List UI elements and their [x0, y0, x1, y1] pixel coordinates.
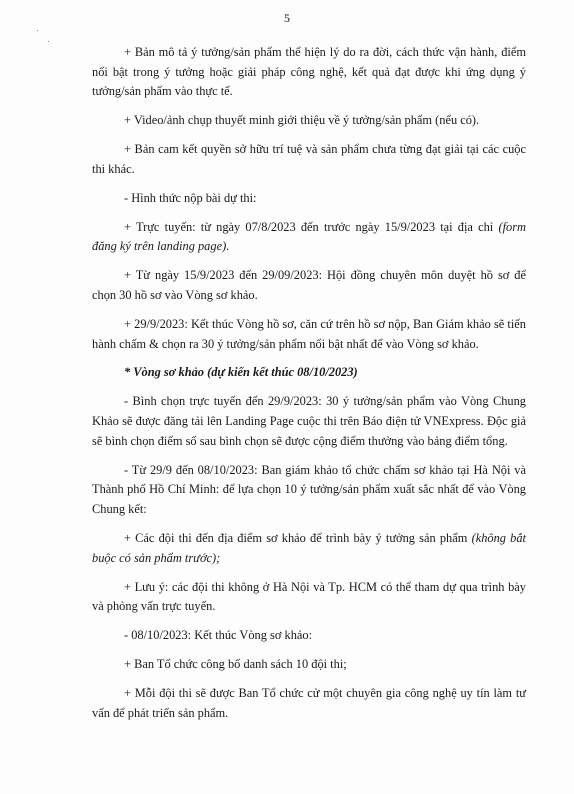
bullet-ip-commitment: + Bản cam kết quyền sở hữu trí tuệ và sản phẩm chưa từng đạt giải tại các cuộc thi khác. [92, 142, 526, 176]
submission-method-heading: - Hình thức nộp bài dự thi: [124, 190, 257, 205]
bullet-review-period: + Từ ngày 15/9/2023 đến 29/09/2023: Hội đồng chuyên môn duyệt hồ sơ để chọn 30 hồ sơ vào Vòng sơ khảo. [92, 268, 526, 302]
teams-present-text: + Các đội thi đến địa điểm sơ khảo để trình bày ý tưởng sản phẩm [124, 530, 472, 545]
bullet-announce-list: + Ban Tổ chức công bố danh sách 10 đội thi; [124, 657, 347, 672]
teams-present-note: (không bắt buộc có sản phẩm trước); [92, 530, 526, 565]
bullet-video: + Video/ảnh chụp thuyết minh giới thiệu về ý tưởng/sản phẩm (nếu có). [124, 113, 480, 128]
bullet-teams-present [92, 529, 526, 568]
online-submission-note: (form đăng ký trên landing page). [92, 219, 526, 254]
scan-speck [48, 41, 49, 42]
online-voting-paragraph: - Bình chọn trực tuyến đến 29/9/2023: 30 ý tưởng/sản phẩm vào Vòng Chung Khảo sẽ được đăng tải lên Landing Page cuộc thi trên Báo điện tử VNExpress. Độc giả sẽ bình chọn điểm số sau bình chọn sẽ được cộng điểm thưởng vào bảng điểm tổng. [92, 394, 526, 448]
preliminary-round-heading: * Vòng sơ khảo (dự kiến kết thúc 08/10/2023) [124, 365, 358, 380]
bullet-mentor: + Mỗi đội thi sẽ được Ban Tổ chức cử một chuyên gia công nghệ uy tín làm tư vấn để phát triển sản phẩm. [92, 685, 526, 720]
judging-paragraph: - Từ 29/9 đến 08/10/2023: Ban giám khảo tổ chức chấm sơ khảo tại Hà Nội và Thành phố Hồ Chí Minh: để lựa chọn 10 ý tưởng/sản phẩm xuất sắc nhất để vào Vòng Chung kết: [92, 462, 526, 517]
scan-speck [37, 30, 38, 31]
bullet-description: + Bản mô tả ý tưởng/sản phẩm thể hiện lý do ra đời, cách thức vận hành, điểm nổi bật trong ý tưởng hoặc giải pháp công nghệ, kết quả đạt được khi ứng dụng ý tưởng/sản phẩm vào thực tế. [92, 45, 526, 99]
bullet-end-of-round: + 29/9/2023: Kết thúc Vòng hồ sơ, căn cứ trên hồ sơ nộp, Ban Giám khảo sẽ tiến hành chấm & chọn ra 30 ý tưởng/sản phẩm nổi bật nhất để vào Vòng sơ khảo. [92, 316, 526, 351]
online-submission-text: + Trực tuyến: từ ngày 07/8/2023 đến trước ngày 15/9/2023 tại địa chỉ [124, 219, 499, 234]
end-preliminary-heading: - 08/10/2023: Kết thúc Vòng sơ khảo: [124, 628, 313, 643]
document-body [92, 43, 526, 733]
page-number: 5 [284, 11, 290, 25]
bullet-online-submission [92, 218, 526, 257]
bullet-remote-note: + Lưu ý: các đội thi không ở Hà Nội và Tp. HCM có thể tham dự qua trình bày và phỏng vấn trực tuyến. [92, 579, 526, 614]
